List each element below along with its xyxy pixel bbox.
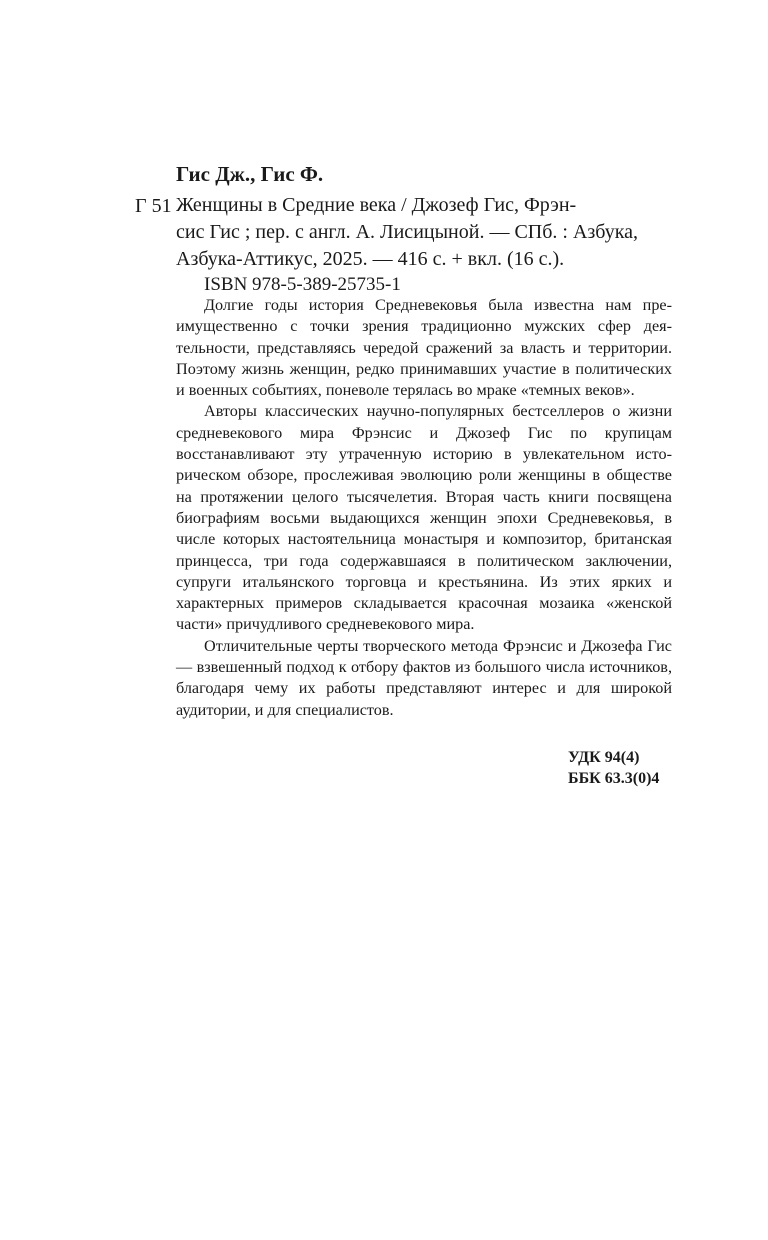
bibliographic-line: сис Гис ; пер. с англ. А. Лисицыной. — СПб. : Азбука,: [176, 221, 639, 243]
bibliographic-description: [176, 192, 676, 273]
bbk-code: ББК 63.3(0)4: [568, 770, 660, 787]
isbn: ISBN 978-5-389-25735-1: [204, 274, 401, 295]
annotation-paragraph: Отличительные черты творческого метода Фрэнсис и Джозефа Гис — взвешенный подход к отбору фактов из большого числа источников, благодаря чему их работы представляют интерес и для широкой аудитории, и для специалистов.: [176, 636, 672, 719]
bibliographic-line: Азбука-Аттикус, 2025. — 416 с. + вкл. (16 с.).: [176, 248, 565, 270]
annotation: [176, 295, 672, 721]
author-cipher: Г 51: [135, 195, 172, 217]
udk-code: УДК 94(4): [568, 749, 640, 766]
bibliographic-line: Женщины в Средние века / Джозеф Гис, Фрэн-: [176, 194, 577, 216]
annotation-paragraph: Авторы классических научно-популярных бестселлеров о жизни средневекового мира Фрэнсис и Джозеф Гис по крупицам восстанавливают эту утраченную историю в увлекательном историческом обзоре, прослеживая эволюцию роли женщины в обществе на протяжении целого тысячелетия. Вторая часть книги посвящена биографиям восьми выдающихся женщин эпохи Средневековья, в числе которых настоятельница монастыря и композитор, британская принцесса, три года содержавшаяся в политическом заключении, супруги итальянского торговца и крестьянина. Из этих ярких и характерных примеров складывается красочная мозаика «женской части» причудливого средневекового мира.: [176, 402, 672, 634]
authors-heading: Гис Дж., Гис Ф.: [176, 162, 324, 186]
classification-codes: [568, 747, 659, 789]
annotation-paragraph: Долгие годы история Средневековья была известна нам преимущественно с точки зрения традиционно мужских сфер деятельности, представляясь чередой сражений за власть и территории. Поэтому жизнь женщин, редко принимавших участие в политических и военных событиях, поневоле терялась во мраке «темных веков».: [176, 296, 672, 400]
